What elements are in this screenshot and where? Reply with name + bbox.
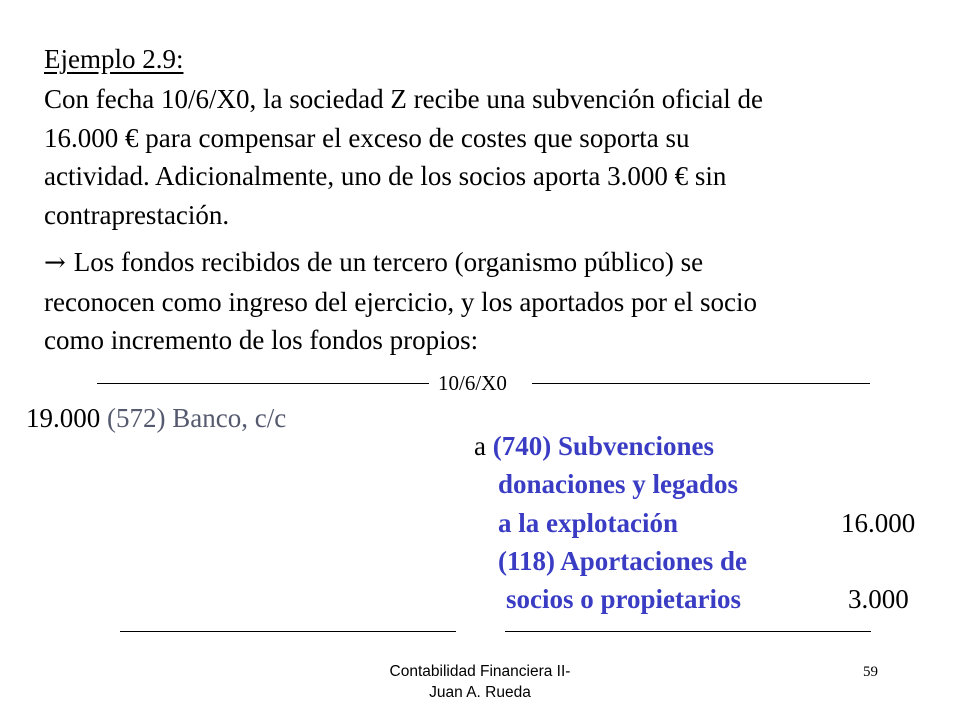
credit-account-line: socios o propietarios bbox=[506, 584, 741, 614]
journal-bottom-rule-left bbox=[120, 631, 456, 632]
credit-account-line: a la explotación bbox=[498, 508, 678, 538]
explanation-text: Los fondos recibidos de un tercero (organismo público) se bbox=[73, 247, 704, 277]
credit-account-line: donaciones y legados bbox=[498, 469, 739, 499]
statement-line: Con fecha 10/6/X0, la sociedad Z recibe una subvención oficial de bbox=[44, 84, 763, 114]
credit-account-line: (740) Subvenciones bbox=[492, 431, 715, 461]
debit-entry bbox=[26, 403, 286, 434]
statement-line: actividad. Adicionalmente, uno de los socios aporta 3.000 € sin bbox=[44, 161, 727, 191]
footer-course: Contabilidad Financiera II- bbox=[389, 663, 571, 680]
page-number: 59 bbox=[863, 664, 878, 680]
explanation-line: como incremento de los fondos propios: bbox=[44, 325, 479, 355]
footer-text bbox=[330, 661, 630, 703]
explanation-line bbox=[44, 243, 924, 283]
debit-account: (572) Banco, c/c bbox=[107, 403, 287, 433]
statement-line: 16.000 € para compensar el exceso de costes que soporta su bbox=[44, 122, 690, 153]
credit-prefix: a bbox=[474, 431, 486, 461]
journal-top-rule-left bbox=[97, 383, 429, 384]
right-arrow-icon: → bbox=[44, 248, 66, 278]
journal-top-rule-right bbox=[532, 383, 870, 384]
example-statement bbox=[44, 80, 924, 234]
statement-line: contraprestación. bbox=[44, 199, 230, 230]
credit-amount: 3.000 bbox=[848, 584, 909, 614]
journal-bottom-rule-right bbox=[505, 631, 871, 632]
footer-author: Juan A. Rueda bbox=[429, 684, 531, 701]
example-explanation bbox=[44, 243, 924, 360]
credit-entry-first-line bbox=[474, 431, 714, 462]
debit-amount: 19.000 bbox=[26, 403, 101, 433]
explanation-line: reconocen como ingreso del ejercicio, y los aportados por el socio bbox=[44, 286, 758, 317]
credit-account-line: (118) Aportaciones de bbox=[498, 546, 747, 576]
credit-amount: 16.000 bbox=[841, 508, 916, 538]
journal-date: 10/6/X0 bbox=[438, 371, 507, 395]
example-title: Ejemplo 2.9: bbox=[44, 44, 184, 74]
